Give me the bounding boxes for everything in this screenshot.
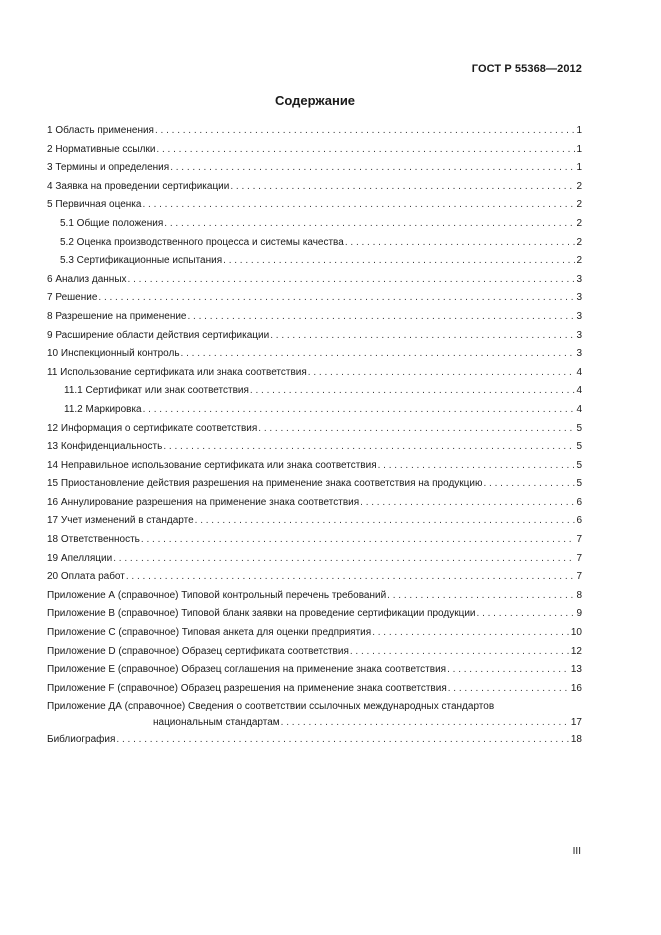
toc-entry[interactable] <box>47 347 582 366</box>
toc-entry-page: 7 <box>576 552 582 564</box>
toc-leader-dots <box>258 422 575 436</box>
toc-entry-page: 4 <box>576 366 582 378</box>
toc-entry-label: 18 Ответственность <box>47 534 140 546</box>
toc-entry-label: Приложение D (справочное) Образец сертификата соответствия <box>47 645 349 657</box>
toc-entry[interactable] <box>47 533 582 552</box>
toc-entry-page: 3 <box>576 329 582 341</box>
toc-entry-page: 4 <box>576 403 582 415</box>
toc-entry-page: 18 <box>570 734 582 746</box>
toc-leader-dots <box>378 459 576 473</box>
toc-entry[interactable] <box>47 514 582 533</box>
toc-entry-label: 16 Аннулирование разрешения на применение знака соответствия <box>47 496 360 508</box>
toc-leader-dots <box>128 273 576 287</box>
toc-entry[interactable] <box>47 570 582 589</box>
toc-entry-label: 8 Разрешение на применение <box>47 310 187 322</box>
toc-entry-label: 11.1 Сертификат или знак соответствия <box>64 385 249 397</box>
toc-entry-label: Приложение Е (справочное) Образец соглашения на применение знака соответствия <box>47 664 447 676</box>
toc-entry[interactable] <box>47 254 582 273</box>
toc-entry[interactable] <box>47 607 582 626</box>
toc-entry-page: 1 <box>576 143 582 155</box>
toc-entry-page: 8 <box>576 589 582 601</box>
toc-entry-page: 7 <box>576 571 582 583</box>
toc-entry-page: 2 <box>576 236 582 248</box>
toc-entry-page: 2 <box>576 199 582 211</box>
toc-entry-page: 10 <box>570 627 582 639</box>
toc-entry[interactable] <box>47 422 582 441</box>
toc-entry-label: 15 Приостановление действия разрешения на применение знака соответствия на продукцию <box>47 478 483 490</box>
toc-entry-page: 1 <box>576 125 582 136</box>
toc-entry-label: 5.3 Сертификационные испытания <box>60 255 223 267</box>
toc-entry-label: 6 Анализ данных <box>47 273 127 285</box>
toc-entry-label: Приложение А (справочное) Типовой контрольный перечень требований <box>47 589 387 601</box>
toc-entry[interactable] <box>47 236 582 255</box>
toc-entry[interactable] <box>47 477 582 496</box>
toc-entry-label: 5 Первичная оценка <box>47 199 142 211</box>
page-title: Содержание <box>274 93 356 108</box>
table-of-contents <box>47 124 582 752</box>
toc-entry-label-continued: национальным стандартам <box>153 717 280 729</box>
toc-entry[interactable] <box>47 124 582 143</box>
toc-entry-label: 10 Инспекционный контроль <box>47 348 180 360</box>
toc-entry-page: 2 <box>576 180 582 192</box>
toc-entry-label: 13 Конфиденциальность <box>47 441 163 453</box>
toc-entry-label: 4 Заявка на проведении сертификации <box>47 180 230 192</box>
toc-entry[interactable] <box>47 496 582 515</box>
toc-entry-label: 17 Учет изменений в стандарте <box>47 515 194 527</box>
toc-entry[interactable] <box>47 384 582 403</box>
toc-entry[interactable] <box>47 645 582 664</box>
toc-entry-page: 9 <box>576 608 582 620</box>
toc-leader-dots <box>126 570 576 584</box>
toc-leader-dots <box>187 310 575 324</box>
toc-entry-page: 4 <box>576 385 582 397</box>
toc-entry-page: 2 <box>576 217 582 229</box>
toc-leader-dots <box>447 663 570 677</box>
toc-entry-label: 20 Оплата работ <box>47 571 125 583</box>
toc-entry-page: 12 <box>570 645 582 657</box>
toc-entry-label: Библиография <box>47 734 116 746</box>
toc-entry[interactable] <box>47 403 582 422</box>
toc-leader-dots <box>483 477 575 491</box>
toc-entry[interactable] <box>47 366 582 385</box>
page-number: III <box>572 846 581 857</box>
toc-entry-page: 13 <box>570 664 582 676</box>
toc-entry-label: Приложение В (справочное) Типовой бланк заявки на проведение сертификации продукции <box>47 608 476 620</box>
toc-leader-dots <box>163 440 575 454</box>
toc-entry-page: 7 <box>576 534 582 546</box>
toc-leader-dots <box>350 645 570 659</box>
toc-entry[interactable] <box>47 143 582 162</box>
toc-leader-dots <box>230 180 575 194</box>
toc-entry-page: 5 <box>576 422 582 434</box>
toc-entry-page: 5 <box>576 459 582 471</box>
toc-entry-page: 6 <box>576 496 582 508</box>
document-code: ГОСТ Р 55368—2012 <box>471 63 582 75</box>
toc-entry-label: 7 Решение <box>47 292 98 304</box>
toc-leader-dots <box>477 607 576 621</box>
toc-entry-page: 5 <box>576 441 582 453</box>
toc-leader-dots <box>143 403 576 417</box>
toc-entry[interactable] <box>47 329 582 348</box>
toc-entry[interactable] <box>47 180 582 199</box>
toc-entry-label: Приложение F (справочное) Образец разрешения на применение знака соответствия <box>47 682 447 694</box>
toc-entry[interactable] <box>47 273 582 292</box>
toc-leader-dots <box>170 161 575 175</box>
toc-entry[interactable] <box>47 459 582 478</box>
toc-entry[interactable] <box>47 552 582 571</box>
toc-entry-page: 3 <box>576 273 582 285</box>
toc-entry-label: 2 Нормативные ссылки <box>47 143 156 155</box>
toc-entry-label: 11 Использование сертификата или знака соответствия <box>47 366 307 378</box>
toc-entry-page: 1 <box>576 162 582 174</box>
toc-entry-label: Приложение ДА (справочное) Сведения о соответствии ссылочных международных стандартов <box>47 701 495 713</box>
toc-entry-label: 5.2 Оценка производственного процесса и системы качества <box>60 236 344 248</box>
toc-leader-dots <box>360 496 575 510</box>
toc-leader-dots <box>181 347 576 361</box>
toc-leader-dots <box>308 366 576 380</box>
toc-leader-dots <box>164 217 575 231</box>
toc-entry[interactable] <box>47 198 582 217</box>
toc-entry[interactable] <box>47 291 582 310</box>
toc-leader-dots <box>250 384 576 398</box>
toc-entry-page: 3 <box>576 310 582 322</box>
toc-leader-dots <box>98 291 575 305</box>
toc-leader-dots <box>448 682 570 696</box>
toc-entry-label: 19 Апелляции <box>47 552 113 564</box>
toc-entry-bibliography[interactable] <box>47 733 582 752</box>
toc-entry[interactable] <box>47 310 582 329</box>
toc-leader-dots <box>141 533 576 547</box>
toc-entry[interactable] <box>47 161 582 180</box>
toc-entry-label: 11.2 Маркировка <box>64 403 142 415</box>
toc-leader-dots <box>345 236 576 250</box>
toc-entry-page: 2 <box>576 255 582 267</box>
toc-entry-label: 9 Расширение области действия сертификации <box>47 329 270 341</box>
toc-entry[interactable] <box>47 589 582 608</box>
toc-entry[interactable] <box>47 626 582 645</box>
toc-leader-dots <box>281 716 570 730</box>
toc-leader-dots <box>223 254 575 268</box>
toc-leader-dots <box>155 124 575 138</box>
toc-leader-dots <box>387 589 575 603</box>
toc-entry-page: 5 <box>576 478 582 490</box>
toc-entry[interactable] <box>47 663 582 682</box>
toc-entry-appendix-da[interactable] <box>47 700 582 733</box>
toc-entry-label: 1 Область применения <box>47 125 154 136</box>
toc-entry-page: 3 <box>576 348 582 360</box>
toc-leader-dots <box>372 626 570 640</box>
toc-entry-label: 14 Неправильное использование сертификата или знака соответствия <box>47 459 377 471</box>
toc-leader-dots <box>116 733 569 747</box>
toc-entry-page: 3 <box>576 292 582 304</box>
toc-leader-dots <box>156 143 575 157</box>
toc-entry[interactable] <box>47 682 582 701</box>
toc-entry-label: 12 Информация о сертификате соответствия <box>47 422 258 434</box>
toc-leader-dots <box>142 198 575 212</box>
toc-entry[interactable] <box>47 217 582 236</box>
toc-leader-dots <box>195 514 576 528</box>
toc-entry-label: Приложение С (справочное) Типовая анкета для оценки предприятия <box>47 627 372 639</box>
toc-entry-page: 6 <box>576 515 582 527</box>
toc-entry-label: 3 Термины и определения <box>47 162 170 174</box>
toc-leader-dots <box>270 329 575 343</box>
toc-entry-label: 5.1 Общие положения <box>60 217 164 229</box>
toc-entry[interactable] <box>47 440 582 459</box>
toc-leader-dots <box>113 552 575 566</box>
toc-entry-page: 17 <box>570 717 582 729</box>
toc-entry-page: 16 <box>570 682 582 694</box>
